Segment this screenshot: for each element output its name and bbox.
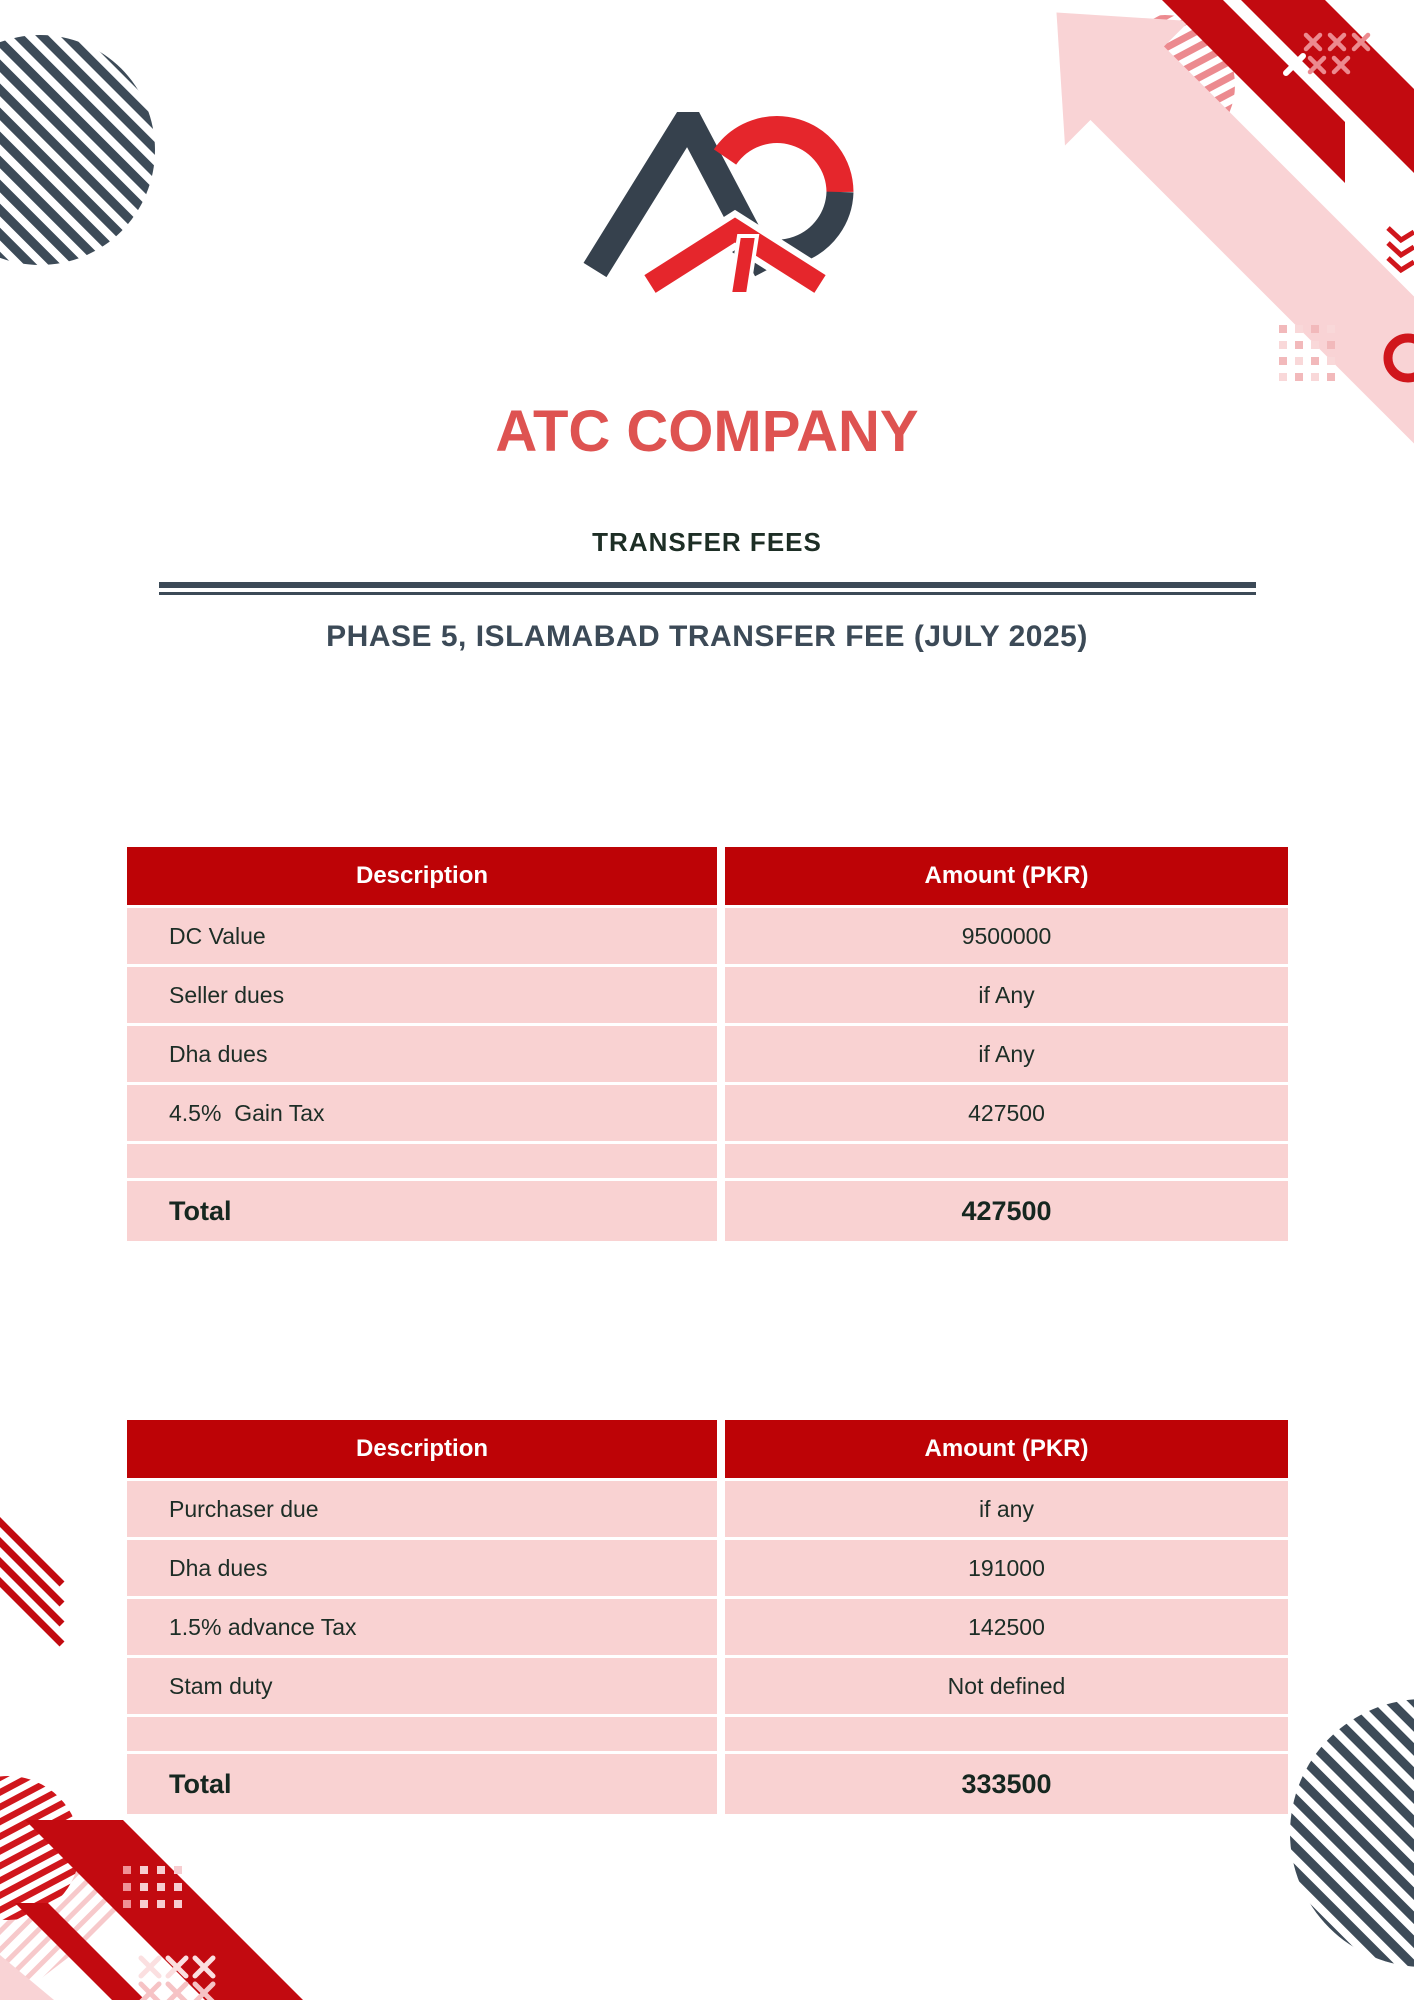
cell-description: Stam duty: [127, 1658, 717, 1714]
table-row: [127, 967, 1288, 1023]
cell-description: 1.5% advance Tax: [127, 1599, 717, 1655]
cell-amount: 142500: [725, 1599, 1288, 1655]
table-header-row: [127, 1420, 1288, 1478]
table-row: [127, 1540, 1288, 1596]
total-value: 333500: [725, 1754, 1288, 1814]
table-row: [127, 908, 1288, 964]
table-row: [127, 1599, 1288, 1655]
page-title: ATC COMPANY: [495, 399, 919, 464]
table-header-row: [127, 847, 1288, 905]
cell-amount: 191000: [725, 1540, 1288, 1596]
document-type-label: TRANSFER FEES: [592, 527, 822, 557]
chevron-waves-decoration: [1388, 228, 1414, 270]
cell-amount-empty: [725, 1717, 1288, 1751]
cell-amount: if any: [725, 1481, 1288, 1537]
fee-table-purchaser: [127, 1420, 1288, 1817]
fee-table-seller: [127, 847, 1288, 1244]
cell-description: Dha dues: [127, 1026, 717, 1082]
cell-description-empty: [127, 1144, 717, 1178]
table-spacer-row: [127, 1144, 1288, 1178]
total-label: Total: [127, 1181, 717, 1241]
column-header-description: Description: [127, 1420, 717, 1478]
cell-amount: 9500000: [725, 908, 1288, 964]
atc-logo-icon: [555, 112, 875, 298]
table-row: [127, 1085, 1288, 1141]
thin-stripes-decoration: [0, 1508, 62, 1644]
bottom-right-striped-circle-decoration: [1284, 1698, 1414, 1978]
cell-amount: if Any: [725, 967, 1288, 1023]
table-spacer-row: [127, 1717, 1288, 1751]
column-header-amount: Amount (PKR): [725, 847, 1288, 905]
table-total-row: [127, 1754, 1288, 1814]
cell-description: DC Value: [127, 908, 717, 964]
table-total-row: [127, 1181, 1288, 1241]
table-row: [127, 1481, 1288, 1537]
section-title: PHASE 5, ISLAMABAD TRANSFER FEE (JULY 2025): [326, 620, 1088, 653]
cell-description: Dha dues: [127, 1540, 717, 1596]
cell-amount: if Any: [725, 1026, 1288, 1082]
cell-amount-empty: [725, 1144, 1288, 1178]
cell-amount: 427500: [725, 1085, 1288, 1141]
cell-amount: Not defined: [725, 1658, 1288, 1714]
total-label: Total: [127, 1754, 717, 1814]
cell-description-empty: [127, 1717, 717, 1751]
cell-description: Seller dues: [127, 967, 717, 1023]
table-row: [127, 1658, 1288, 1714]
column-header-description: Description: [127, 847, 717, 905]
cell-description: Purchaser due: [127, 1481, 717, 1537]
column-header-amount: Amount (PKR): [725, 1420, 1288, 1478]
double-rule-divider: [159, 582, 1256, 598]
top-left-striped-circle-decoration: [0, 0, 230, 310]
cell-description: 4.5% Gain Tax: [127, 1085, 717, 1141]
total-value: 427500: [725, 1181, 1288, 1241]
table-row: [127, 1026, 1288, 1082]
